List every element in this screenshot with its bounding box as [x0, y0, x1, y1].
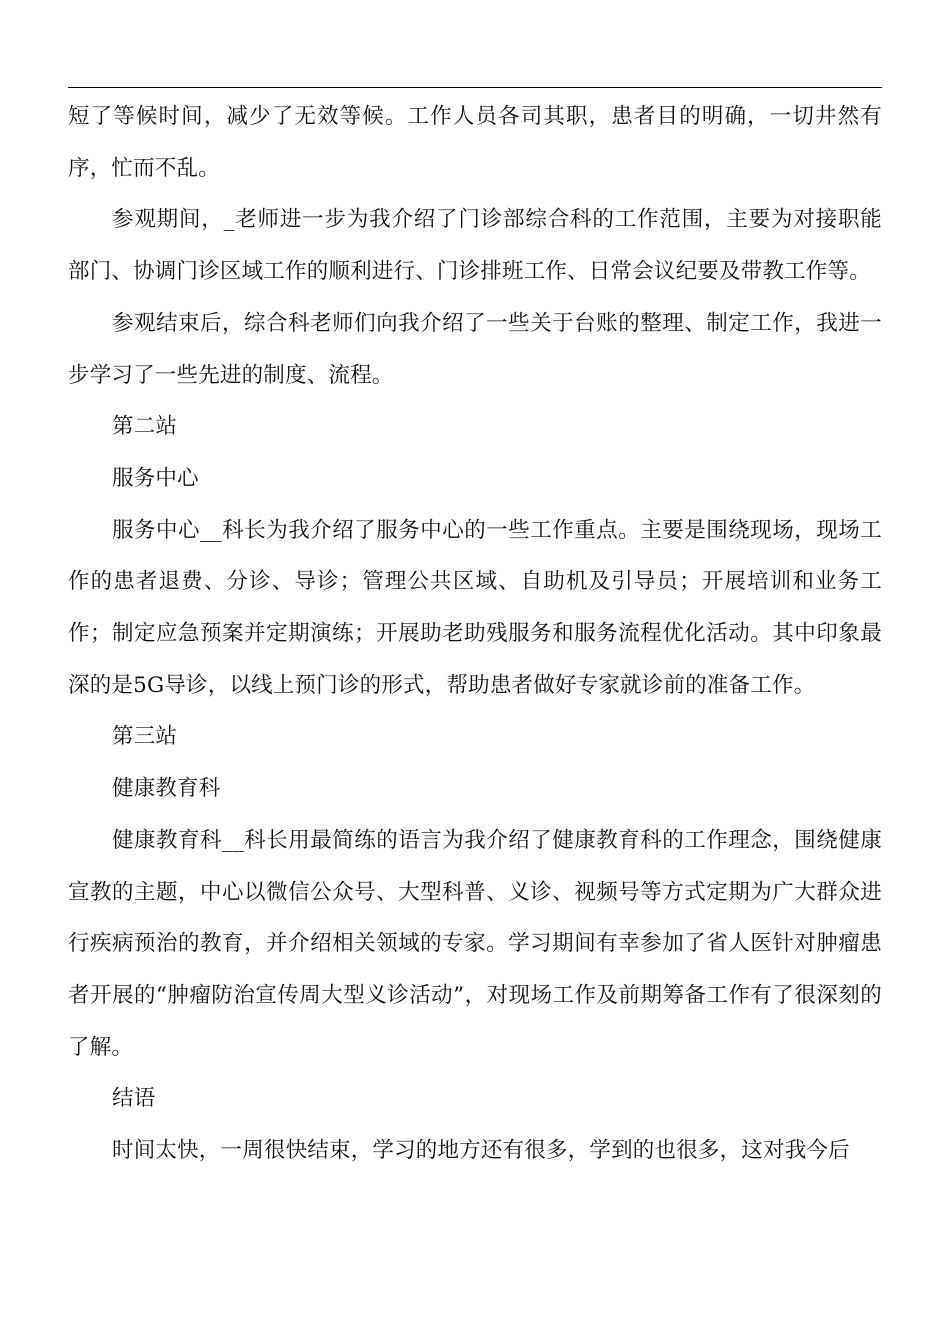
paragraph-conclusion: 时间太快，一周很快结束，学习的地方还有很多，学到的也很多，这对我今后: [112, 1138, 850, 1164]
heading-third-stop: 第三站: [112, 724, 178, 750]
heading-second-stop: 第二站: [112, 414, 178, 440]
paragraph-service-center: 服务中心__科长为我介绍了服务中心的一些工作重点。主要是围绕现场，现场工作的患者退费、分诊、导诊；管理公共区域、自助机及引导员；开展培训和业务工作；制定应急预案并定期演练；开展助老助残服务和服务流程优化活动。其中印象最深的是5G导诊，以线上预门诊的形式，帮助患者做好专家就诊前的准备工作。: [68, 517, 882, 698]
heading-health-education: 健康教育科: [112, 776, 221, 802]
header-rule: [68, 87, 882, 88]
paragraph-visit-period: 参观期间，_老师进一步为我介绍了门诊部综合科的工作范围，主要为对接职能部门、协调门诊区域工作的顺利进行、门诊排班工作、日常会议纪要及带教工作等。: [68, 207, 882, 285]
paragraph-health-education: 健康教育科__科长用最简练的语言为我介绍了健康教育科的工作理念，围绕健康宣教的主题，中心以微信公众号、大型科普、义诊、视频号等方式定期为广大群众进行疾病预治的教育，并介绍相关领域的专家。学习期间有幸参加了省人医针对肿瘤患者开展的“肿瘤防治宣传周大型义诊活动”，对现场工作及前期筹备工作有了很深刻的了解。: [68, 827, 882, 1060]
heading-service-center: 服务中心: [112, 465, 199, 491]
document-body: [68, 91, 882, 1177]
paragraph-continuation: 短了等候时间，减少了无效等候。工作人员各司其职，患者目的明确，一切井然有序，忙而不乱。: [68, 104, 882, 181]
paragraph-visit-end: 参观结束后，综合科老师们向我介绍了一些关于台账的整理、制定工作，我进一步学习了一些先进的制度、流程。: [68, 310, 882, 388]
heading-conclusion: 结语: [112, 1086, 156, 1112]
